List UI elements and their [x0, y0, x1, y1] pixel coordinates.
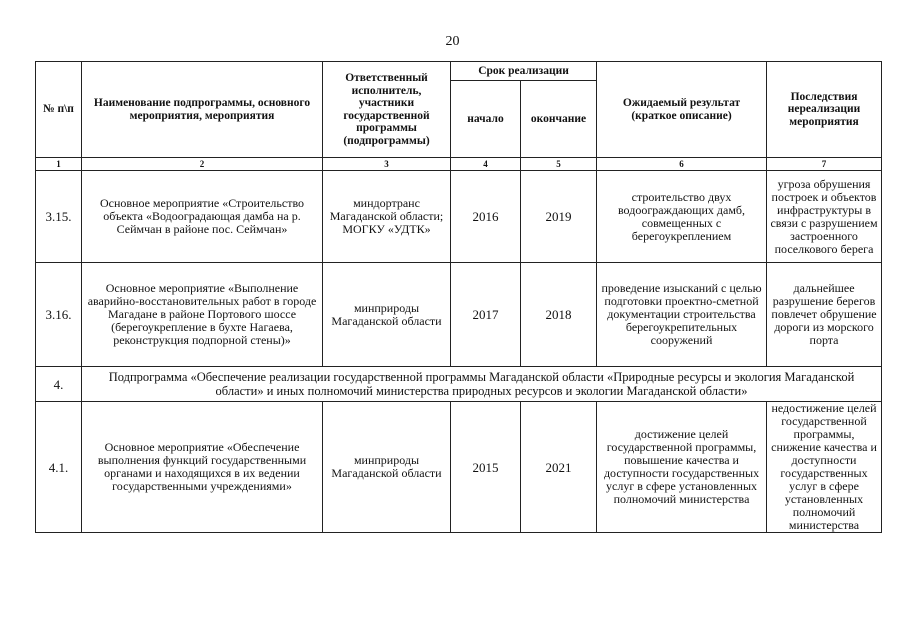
column-number: 1: [36, 158, 82, 171]
column-number: 7: [767, 158, 882, 171]
header-end: окончание: [521, 81, 597, 158]
row-consequences: угроза обрушения построек и объектов инфраструктуры в связи с разрушением застроенного поселкового берега: [767, 171, 882, 263]
row-responsible: минприроды Магаданской области: [323, 263, 451, 367]
row-start-year: 2015: [451, 402, 521, 533]
row-end-year: 2021: [521, 402, 597, 533]
column-number: 6: [597, 158, 767, 171]
row-name: Основное мероприятие «Выполнение аварийно-восстановительных работ в городе Магадане в районе Портового шоссе (берегоукрепление в бухте Нагаева, реконструкция подпорной стены)»: [82, 263, 323, 367]
page-number: 20: [445, 34, 460, 49]
row-result: строительство двух водоограждающих дамб, совмещенных с берегоукреплением: [597, 171, 767, 263]
table-row-subprogram-4: [36, 367, 882, 402]
table-row-3-16: [36, 263, 882, 367]
row-number: 4.: [36, 367, 82, 402]
header-consequences: Последствия нереализации мероприятия: [767, 62, 882, 158]
header-responsible: Ответственный исполнитель, участники государственной программы (подпрограммы): [323, 62, 451, 158]
row-number: 4.1.: [36, 402, 82, 533]
column-numbers-row: [36, 158, 882, 171]
header-period: Срок реализации: [451, 62, 597, 81]
header-result: Ожидаемый результат (краткое описание): [597, 62, 767, 158]
row-start-year: 2016: [451, 171, 521, 263]
header-name: Наименование подпрограммы, основного мероприятия, мероприятия: [82, 62, 323, 158]
header-num: № п\п: [36, 62, 82, 158]
column-number: 2: [82, 158, 323, 171]
row-result: достижение целей государственной программы, повышение качества и доступности государственных услуг в сфере установленных полномочий министерства: [597, 402, 767, 533]
row-consequences: дальнейшее разрушение берегов повлечет обрушение дороги из морского порта: [767, 263, 882, 367]
row-responsible: минприроды Магаданской области: [323, 402, 451, 533]
row-start-year: 2017: [451, 263, 521, 367]
program-table: [35, 61, 882, 533]
column-number: 3: [323, 158, 451, 171]
row-name: Основное мероприятие «Строительство объекта «Водооградающая дамба на р. Сеймчан в районе пос. Сеймчан»: [82, 171, 323, 263]
column-number: 5: [521, 158, 597, 171]
table-row-3-15: [36, 171, 882, 263]
column-number: 4: [451, 158, 521, 171]
row-consequences: недостижение целей государственной программы, снижение качества и доступности государственных услуг в сфере установленных полномочий министерства: [767, 402, 882, 533]
subprogram-title: Подпрограмма «Обеспечение реализации государственной программы Магаданской области «Природные ресурсы и экология Магаданской области» и иных полномочий министерства природных ресурсов и экологии Магаданской области»: [82, 367, 882, 402]
header-start: начало: [451, 81, 521, 158]
row-end-year: 2019: [521, 171, 597, 263]
row-result: проведение изысканий с целью подготовки проектно-сметной документации строительства берегоукрепительных сооружений: [597, 263, 767, 367]
row-number: 3.16.: [36, 263, 82, 367]
header-row: [36, 62, 882, 81]
row-number: 3.15.: [36, 171, 82, 263]
row-name: Основное мероприятие «Обеспечение выполнения функций государственными органами и находящихся в их ведении государственными учреждениями»: [82, 402, 323, 533]
table-row-4-1: [36, 402, 882, 533]
row-responsible: миндортранс Магаданской области; МОГКУ «УДТК»: [323, 171, 451, 263]
row-end-year: 2018: [521, 263, 597, 367]
